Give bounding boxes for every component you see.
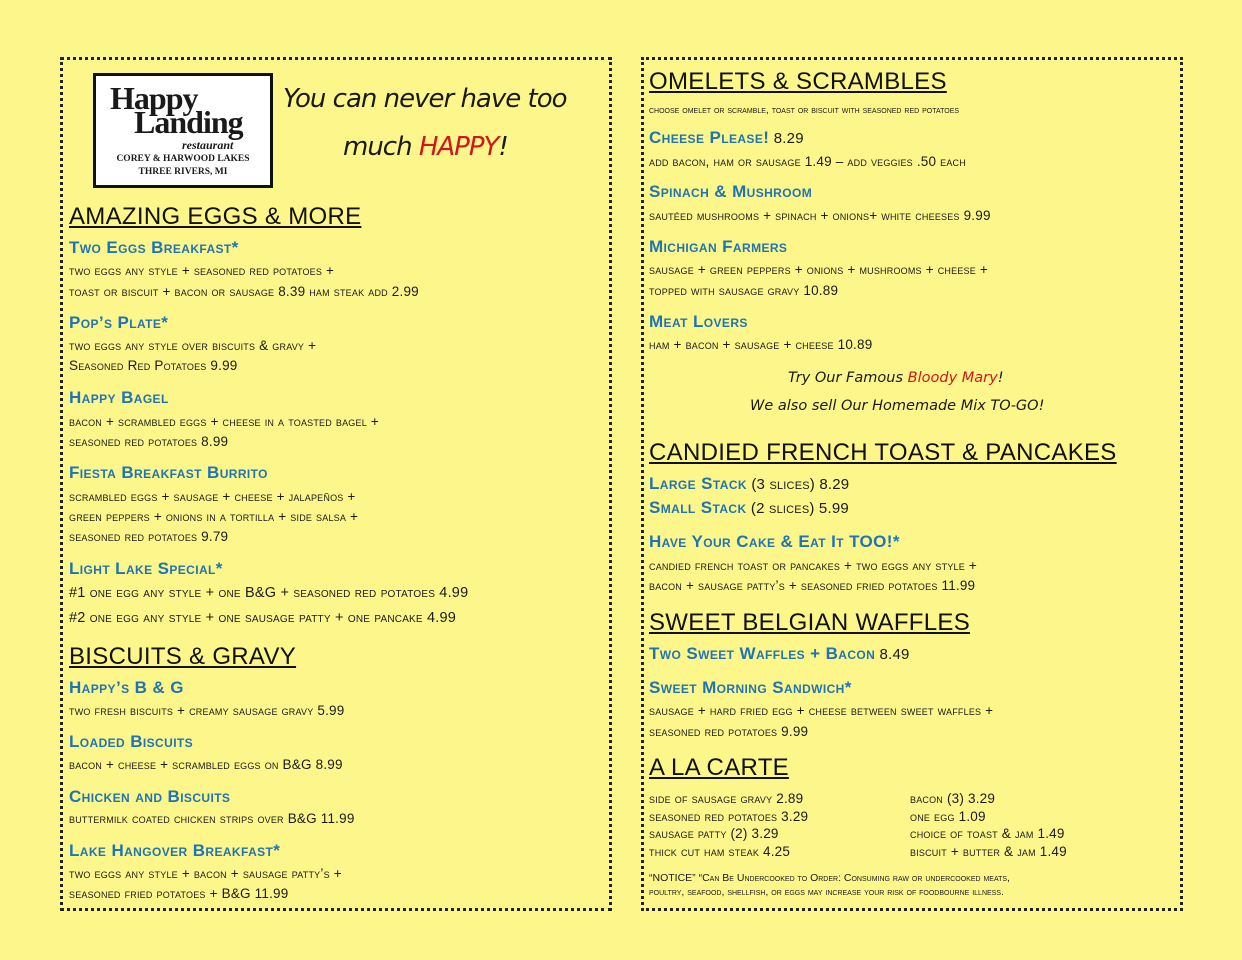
tagline-happy: HAPPY <box>418 132 499 162</box>
a-la-carte-item: choice of toast & jam 1.49 <box>910 826 1065 841</box>
menu-item-desc: two eggs any style over biscuits & gravy + <box>69 338 317 353</box>
a-la-carte-item: one egg 1.09 <box>910 809 986 824</box>
promo-exclaim: ! <box>997 370 1004 386</box>
menu-item-row <box>649 644 910 664</box>
menu-item-desc: buttermilk coated chicken strips over B&G 11.99 <box>69 811 355 826</box>
a-la-carte-item: seasoned red potatoes 3.29 <box>649 809 809 824</box>
menu-item-name: Light Lake Special* <box>69 559 223 578</box>
menu-item-desc: bacon + sausage patty’s + seasoned fried potatoes 11.99 <box>649 578 976 593</box>
menu-item-desc: topped with sausage gravy 10.89 <box>649 283 839 298</box>
promo-line-2: We also sell Our Homemade Mix TO-GO! <box>750 398 1045 414</box>
tagline-much: much <box>343 132 419 162</box>
section-heading-french-toast: CANDIED FRENCH TOAST & PANCAKES <box>649 439 1117 466</box>
menu-item-desc: ham + bacon + sausage + cheese 10.89 <box>649 337 873 352</box>
a-la-carte-item: biscuit + butter & jam 1.49 <box>910 844 1067 859</box>
menu-item-name: Fiesta Breakfast Burrito <box>69 463 268 482</box>
section-subtitle: choose omelet or scramble, toast or biscuit with seasoned red potatoes <box>649 104 960 116</box>
menu-item-name: Sweet Morning Sandwich* <box>649 678 852 697</box>
section-heading-a-la-carte: A LA CARTE <box>649 754 789 781</box>
tagline-exclaim: ! <box>498 132 508 162</box>
menu-item-desc: toast or biscuit + bacon or sausage 8.39 ham steak add 2.99 <box>69 284 419 299</box>
menu-item-name: Meat Lovers <box>649 312 748 331</box>
menu-item-name: Spinach & Mushroom <box>649 182 813 201</box>
menu-item-desc: seasoned red potatoes 9.99 <box>649 724 809 739</box>
a-la-carte-item: bacon (3) 3.29 <box>910 791 996 806</box>
menu-item-name: Cheese Please! <box>649 128 770 147</box>
menu-item-desc: seasoned fried potatoes + B&G 11.99 <box>69 886 289 901</box>
menu-item-desc: sautéed mushrooms + spinach + onions+ white cheeses 9.99 <box>649 208 991 223</box>
food-safety-notice: poultry, seafood, shellfish, or eggs may increase your risk of foodbourne illness. <box>649 886 1004 898</box>
menu-item-name: Two Sweet Waffles + Bacon <box>649 644 876 663</box>
menu-item-desc: two eggs any style + seasoned red potatoes + <box>69 263 335 278</box>
tagline-line-1: You can never have too <box>283 84 567 114</box>
menu-item-name: Happy’s B & G <box>69 678 184 697</box>
logo-line-2: Landing <box>134 104 243 140</box>
menu-item-name: Large Stack <box>649 474 747 493</box>
section-heading-waffles: SWEET BELGIAN WAFFLES <box>649 609 971 636</box>
section-heading-biscuits: BISCUITS & GRAVY <box>69 643 297 670</box>
menu-item-row <box>649 128 804 148</box>
menu-item-name: Chicken and Biscuits <box>69 787 231 806</box>
food-safety-notice: “NOTICE” “Can Be Undercooked to Order: Consuming raw or undercooked meats, <box>649 872 1010 884</box>
a-la-carte-item: sausage patty (2) 3.29 <box>649 826 779 841</box>
menu-item-desc: two eggs any style + bacon + sausage patty’s + <box>69 866 342 881</box>
menu-item-desc: #2 one egg any style + one sausage patty + one pancake 4.99 <box>69 610 457 626</box>
logo-line-5: THREE RIVERS, MI <box>138 167 228 177</box>
menu-item-desc: Seasoned Red Potatoes 9.99 <box>69 358 238 373</box>
menu-item-desc: sausage + hard fried egg + cheese between sweet waffles + <box>649 703 994 718</box>
restaurant-logo <box>93 73 273 188</box>
menu-item-desc: seasoned red potatoes 9.79 <box>69 529 229 544</box>
menu-item-extra: 8.49 <box>875 646 910 663</box>
logo-line-1: Happy <box>110 80 198 116</box>
promo-bloody-mary: Bloody Mary <box>907 370 998 386</box>
tagline-line-2 <box>343 132 508 162</box>
menu-item-name: Lake Hangover Breakfast* <box>69 841 281 860</box>
menu-item-name: Have Your Cake & Eat It TOO!* <box>649 532 900 551</box>
menu-item-name: Small Stack <box>649 498 747 517</box>
menu-item-desc: add bacon, ham or sausage 1.49 – add veggies .50 each <box>649 154 966 169</box>
right-menu-panel <box>641 57 1183 911</box>
logo-line-4: COREY & HARWOOD LAKES <box>116 154 250 164</box>
a-la-carte-item: side of sausage gravy 2.89 <box>649 791 804 806</box>
menu-item-extra: (2 slices) 5.99 <box>746 500 849 517</box>
menu-item-desc: bacon + scrambled eggs + cheese in a toasted bagel + <box>69 414 379 429</box>
a-la-carte-item: thick cut ham steak 4.25 <box>649 844 791 859</box>
menu-item-name: Two Eggs Breakfast* <box>69 238 239 257</box>
menu-item-row <box>649 474 849 494</box>
menu-item-price: 8.29 <box>773 130 804 147</box>
menu-item-row <box>649 498 849 518</box>
promo-line-1 <box>788 370 1004 386</box>
menu-item-desc: sausage + green peppers + onions + mushrooms + cheese + <box>649 262 988 277</box>
menu-item-name: Pop’s Plate* <box>69 313 169 332</box>
menu-item-desc: scrambled eggs + sausage + cheese + jalapeños + <box>69 489 356 504</box>
section-heading-eggs: AMAZING EGGS & MORE <box>69 203 362 230</box>
left-menu-panel <box>60 57 612 911</box>
menu-item-desc: two fresh biscuits + creamy sausage gravy 5.99 <box>69 703 345 718</box>
menu-item-desc: candied french toast or pancakes + two eggs any style + <box>649 558 977 573</box>
menu-item-name: Happy Bagel <box>69 388 169 407</box>
menu-item-desc: seasoned red potatoes 8.99 <box>69 434 229 449</box>
section-heading-omelets: OMELETS & SCRAMBLES <box>649 68 947 95</box>
menu-item-name: Michigan Farmers <box>649 237 788 256</box>
logo-line-3: restaurant <box>182 138 234 152</box>
menu-item-extra: (3 slices) 8.29 <box>746 476 850 493</box>
menu-item-name: Loaded Biscuits <box>69 732 194 751</box>
menu-item-desc: #1 one egg any style + one B&G + seasoned red potatoes 4.99 <box>69 585 469 601</box>
promo-text: Try Our Famous <box>788 370 908 386</box>
menu-item-desc: bacon + cheese + scrambled eggs on B&G 8.99 <box>69 757 343 772</box>
menu-item-desc: green peppers + onions in a tortilla + side salsa + <box>69 509 359 524</box>
